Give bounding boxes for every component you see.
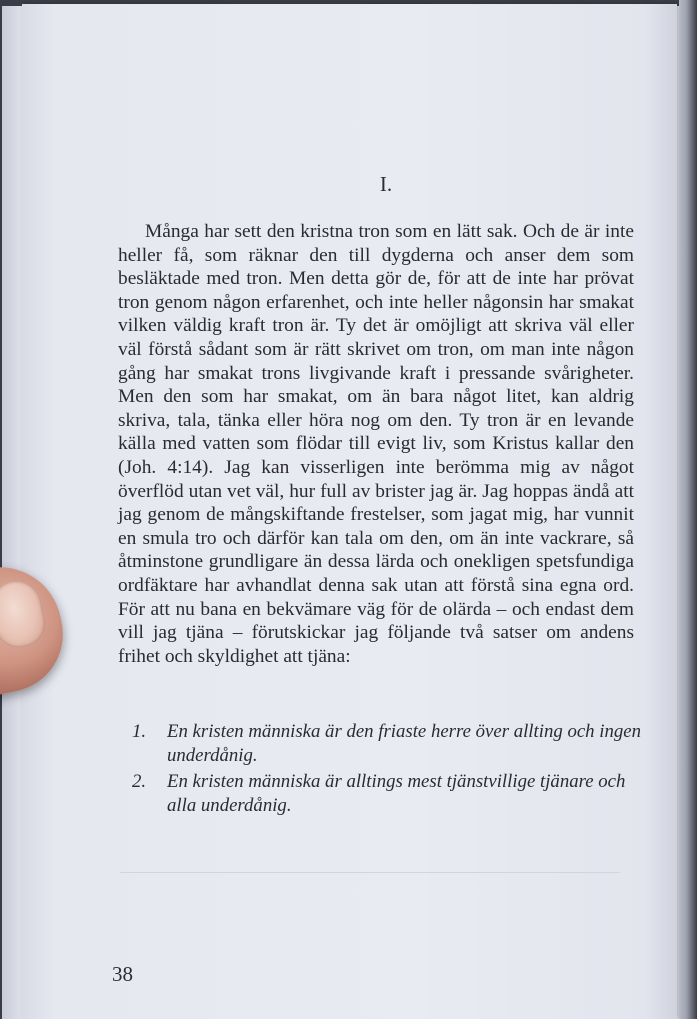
- book-spine-edge: [679, 0, 697, 1019]
- thesis-number: 1.: [132, 721, 147, 742]
- thesis-item: [132, 720, 642, 768]
- faint-divider-line: [120, 872, 620, 873]
- thesis-text: En kristen människa är alltings mest tjänstvillige tjänare och alla underdånig.: [167, 771, 626, 816]
- chapter-number: I.: [379, 172, 393, 196]
- thesis-item: [132, 770, 642, 818]
- page-number: 38: [112, 962, 133, 986]
- thumbnail: [0, 577, 49, 652]
- body-paragraph: Många har sett den kristna tron som en lätt sak. Och de är inte heller få, som räknar den till dygderna och anser dem som besläktade med tron. Men detta gör de, för att de inte har prövat tron genom någon erfarenhet, och inte heller någonsin har smakat vilken väldig kraft tron är. Ty det är omöjligt att skriva väl eller väl förstå sådant som är rätt skrivet om tron, om man inte någon gång har smakat trons livgivande kraft i pressande svårigheter. Men den som har smakat, om än bara något litet, kan aldrig skriva, tala, tänka eller höra nog om den. Ty tron är en levande källa med vatten som flödar till evigt liv, som Kristus kallar den (Joh. 4:14). Jag kan visserligen inte berömma mig av något överflöd utan vet väl, hur full av brister jag är. Jag hoppas ändå att jag genom de mångskiftande frestelser, som jagat mig, har vunnit en smula tro och därför kan tala om den, om än inte vackrare, så åtminstone grundligare än dessa lärda och onekligen spetsfundiga ordfäktare har avhandlat denna sak utan att förstå sina egna ord. För att nu bana en bekvämare väg för de olärda – och endast dem vill jag tjäna – förutskickar jag följande två satser om andens frihet och skyldighet att tjäna:: [118, 221, 634, 667]
- theses-list: [132, 720, 642, 820]
- thesis-number: 2.: [132, 771, 147, 792]
- thesis-text: En kristen människa är den friaste herre över allting och ingen underdånig.: [167, 721, 641, 766]
